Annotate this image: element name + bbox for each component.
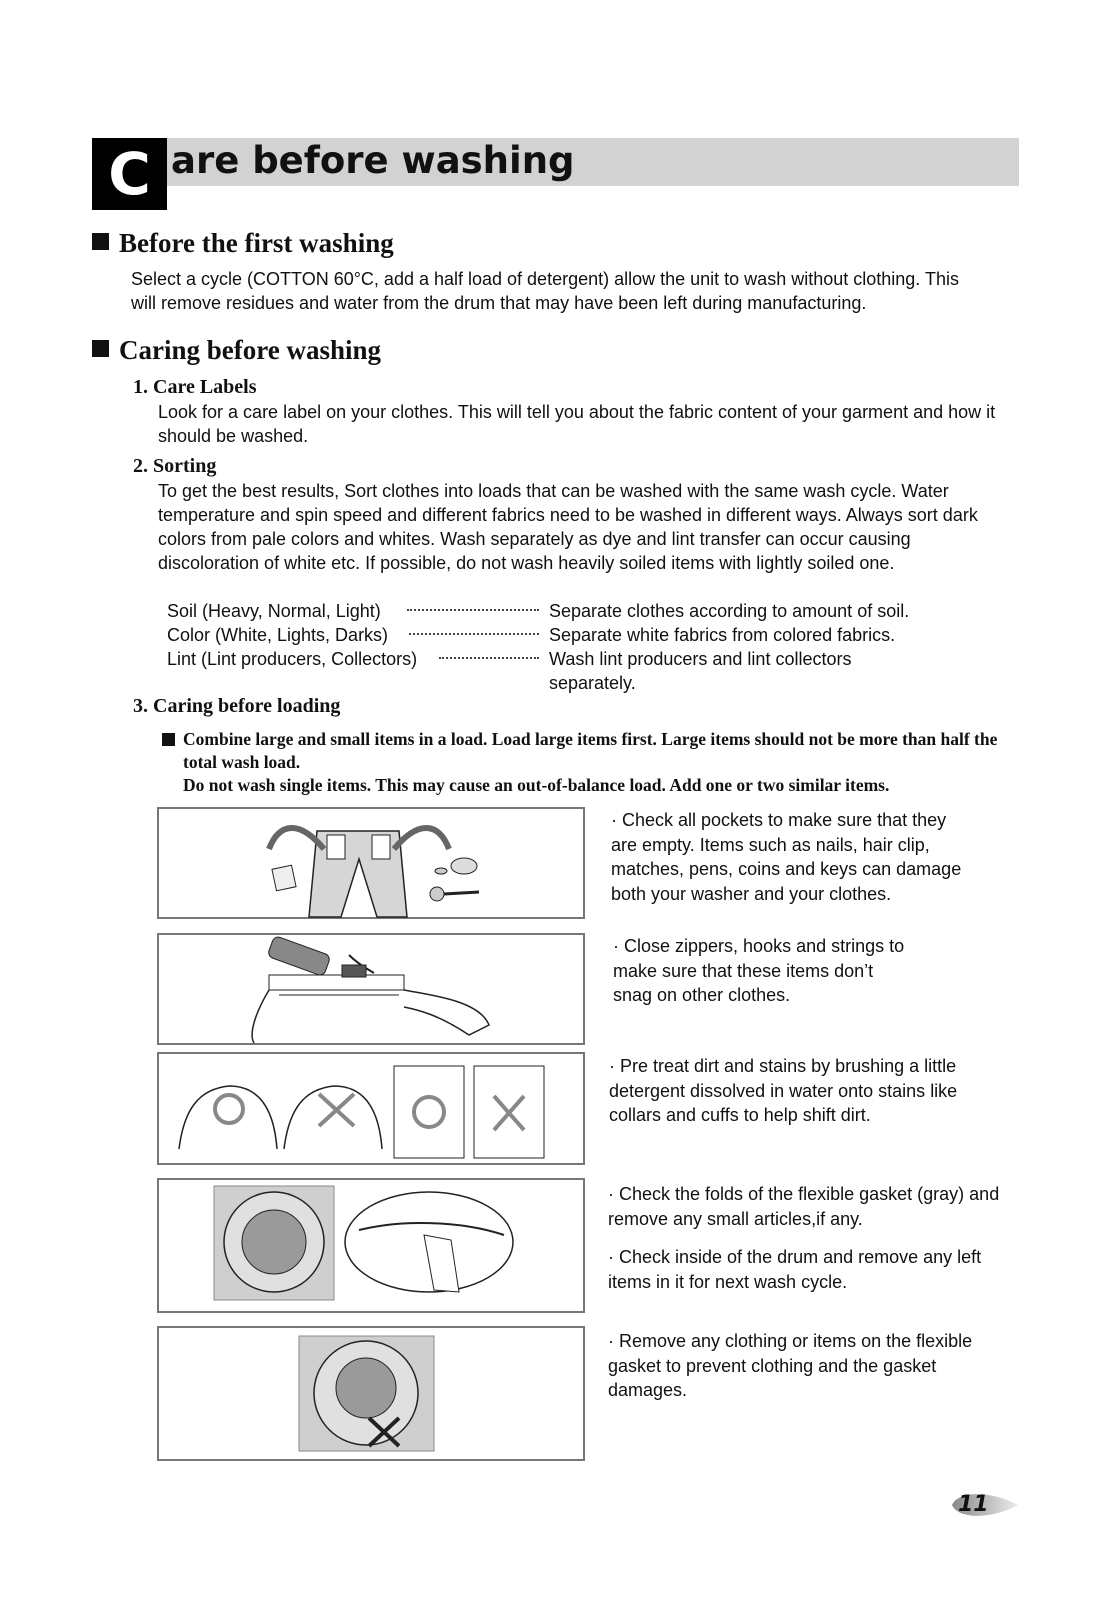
zipper-illustration xyxy=(159,935,585,1045)
tip-check-gasket: · Check the folds of the flexible gasket (gray) and remove any small articles,if any. xyxy=(608,1184,1000,1229)
sort-row-label: Soil (Heavy, Normal, Light) xyxy=(167,601,381,621)
section-before-first-washing-heading: Before the first washing xyxy=(92,228,394,259)
care-labels-title: 1. Care Labels xyxy=(133,376,257,398)
sort-row-desc: Wash lint producers and lint collectors separately. xyxy=(549,649,852,693)
sort-row-desc: Separate clothes according to amount of soil. xyxy=(549,601,910,621)
care-labels-text: Look for a care label on your clothes. This will tell you about the fabric content of your garment and how it should be washed. xyxy=(158,402,996,446)
page-number: 11 xyxy=(958,1492,989,1517)
tip-pre-treat: · Pre treat dirt and stains by brushing a little detergent dissolved in water onto stains like collars and cuffs to help shift dirt. xyxy=(609,1056,958,1125)
sorting-title: 2. Sorting xyxy=(133,455,217,477)
drum-with-cross-illustration xyxy=(159,1328,585,1461)
figure-pre-treat-stains xyxy=(157,1052,585,1165)
trousers-pockets-illustration xyxy=(159,809,585,919)
caring-before-loading-title: 3. Caring before loading xyxy=(133,695,341,717)
sort-row-label: Lint (Lint producers, Collectors) xyxy=(167,649,418,669)
leader-dots xyxy=(439,657,539,659)
title-cap-letter: C xyxy=(92,138,167,210)
loading-note-line2: Do not wash single items. This may cause an out-of-balance load. Add one or two similar items. xyxy=(183,775,890,795)
figure-check-pockets xyxy=(157,807,585,919)
gasket-drum-illustration xyxy=(159,1180,585,1313)
leader-dots xyxy=(407,609,539,611)
sorting-text: To get the best results, Sort clothes into loads that can be washed with the same wash cycle. Water temperature and spin speed and different fabrics need to be washed in different ways. Always sort dark colors from pale colors and whites. Wash separately as dye and lint transfer can occur causing discoloration of white etc. If possible, do not wash heavily soiled items with lightly soiled one. xyxy=(158,481,978,573)
first-washing-text: Select a cycle (COTTON 60°C, add a half load of detergent) allow the unit to wash without clothing. This will remove residues and water from the drum that may have been left during manufacturing. xyxy=(131,269,959,313)
loading-note-line1: Combine large and small items in a load. Load large items first. Large items should not be more than half the total wash load. xyxy=(183,729,998,772)
figure-close-zippers xyxy=(157,933,585,1045)
tip-close-zippers: · Close zippers, hooks and strings to make sure that these items don’t snag on other clothes. xyxy=(613,936,905,1005)
collars-cuffs-illustration xyxy=(159,1054,585,1165)
square-bullet-icon xyxy=(162,733,175,746)
sort-row-desc: Separate white fabrics from colored fabrics. xyxy=(549,625,896,645)
figure-remove-clothing xyxy=(157,1326,585,1461)
tip-check-drum: · Check inside of the drum and remove any left items in it for next wash cycle. xyxy=(608,1247,982,1292)
page-title: are before washing xyxy=(171,139,575,182)
leader-dots xyxy=(409,633,539,635)
square-bullet-icon xyxy=(92,233,109,250)
sort-row-label: Color (White, Lights, Darks) xyxy=(167,625,389,645)
figure-check-gasket xyxy=(157,1178,585,1313)
square-bullet-icon xyxy=(92,340,109,357)
section-caring-before-washing-heading: Caring before washing xyxy=(92,335,381,366)
tip-check-pockets: · Check all pockets to make sure that they are empty. Items such as nails, hair clip, matches, pens, coins and keys can damage both your washer and your clothes. xyxy=(611,810,962,904)
loading-note xyxy=(164,728,1014,797)
tip-remove-clothing: · Remove any clothing or items on the flexible gasket to prevent clothing and the gasket damages. xyxy=(608,1331,973,1400)
page-number-badge xyxy=(950,1488,1020,1522)
